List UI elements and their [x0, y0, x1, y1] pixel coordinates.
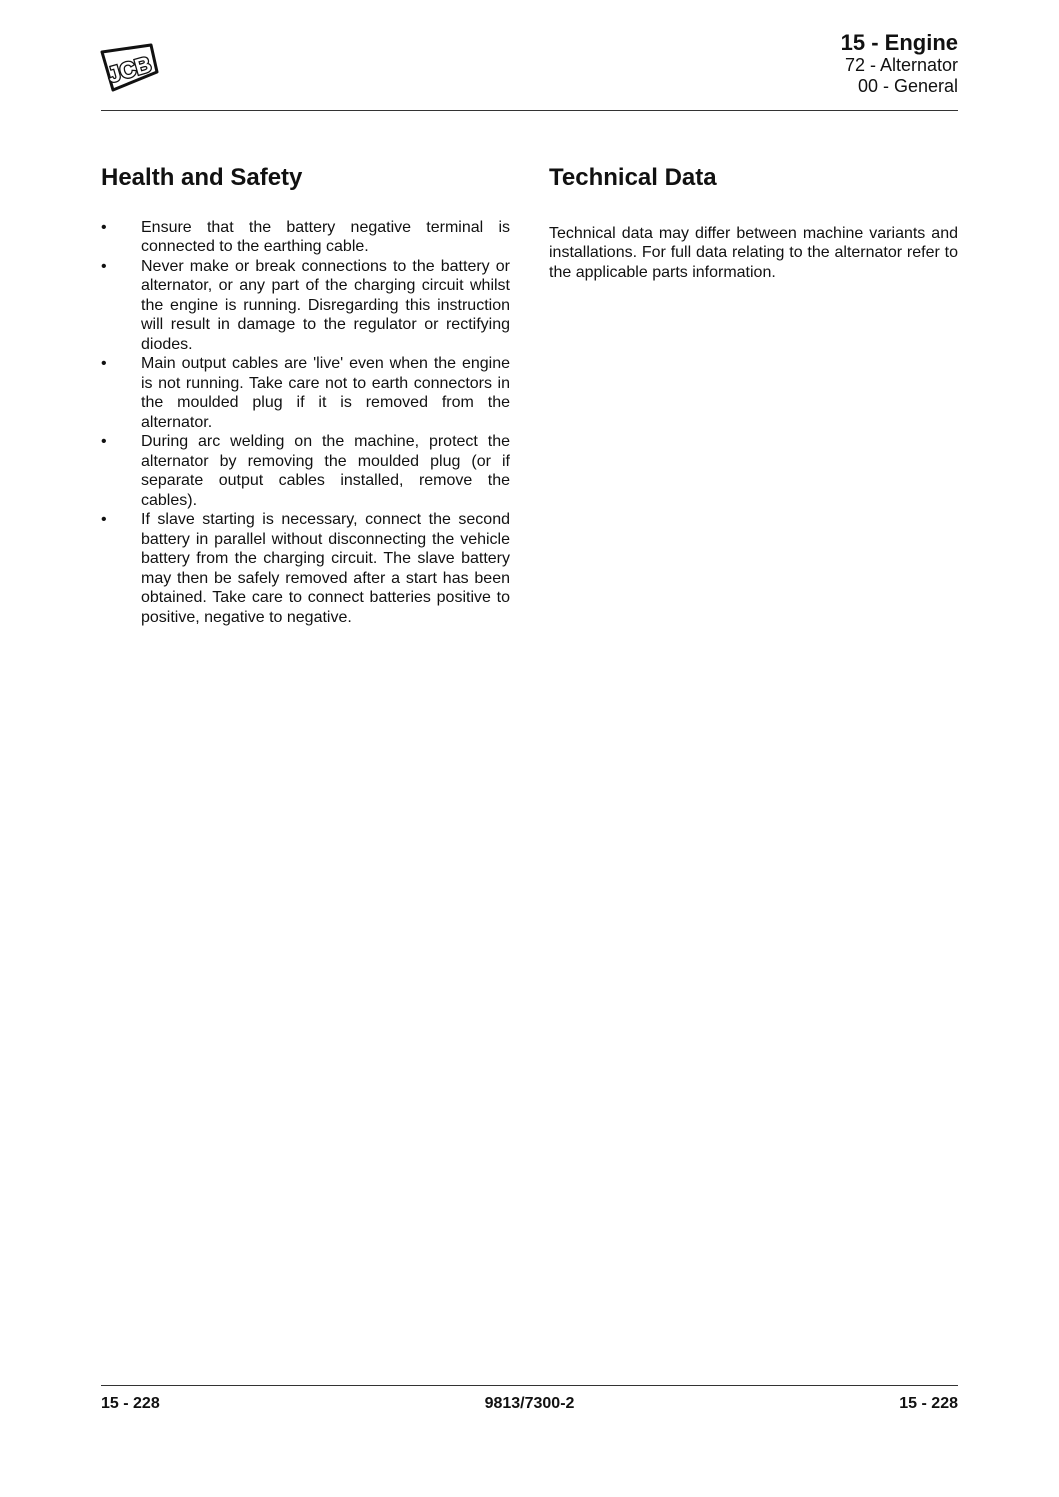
technical-data-heading: Technical Data	[549, 164, 717, 191]
bullet-icon: •	[101, 433, 107, 451]
header-divider	[101, 110, 958, 111]
footer-page-number-right: 15 - 228	[899, 1395, 958, 1412]
list-item-text: If slave starting is necessary, connect the second battery in parallel without disconnecting the vehicle battery from the charging circuit. The slave battery may then be safely removed after a start has been obtained. Take care to connect batteries positive to positive, negative to negative.	[141, 511, 510, 626]
list-item	[101, 432, 510, 510]
list-item	[101, 354, 510, 432]
health-safety-column	[101, 164, 510, 627]
list-item	[101, 510, 510, 627]
list-item	[101, 257, 510, 355]
footer-document-number: 9813/7300-2	[484, 1395, 575, 1412]
section-title: 72 - Alternator	[844, 55, 958, 76]
technical-data-column	[549, 164, 958, 282]
list-item-text: During arc welding on the machine, protect the alternator by removing the moulded plug (or if separate output cables installed, remove the cables).	[141, 433, 510, 509]
list-item-text: Main output cables are 'live' even when the engine is not running. Take care not to earth connectors in the moulded plug if it is removed from the alternator.	[141, 355, 510, 431]
footer-divider	[101, 1385, 958, 1386]
bullet-icon: •	[101, 511, 107, 529]
bullet-icon: •	[101, 257, 107, 275]
svg-text:JCB: JCB	[104, 51, 155, 88]
subsection-title: 00 - General	[857, 75, 958, 96]
list-item-text: Never make or break connections to the battery or alternator, or any part of the charging circuit whilst the engine is running. Disregarding this instruction will result in damage to the regulator or rectifying diodes.	[141, 257, 510, 353]
bullet-icon: •	[101, 218, 107, 236]
bullet-icon: •	[101, 355, 107, 373]
jcb-logo-icon	[99, 42, 159, 94]
list-item-text: Ensure that the battery negative terminal is connected to the earthing cable.	[141, 218, 510, 256]
header-titles	[841, 30, 958, 97]
jcb-logo	[99, 42, 159, 94]
footer-page-number-left: 15 - 228	[101, 1395, 160, 1412]
technical-data-text: Technical data may differ between machine variants and installations. For full data relating to the alternator refer to the applicable parts information.	[549, 224, 958, 281]
chapter-title: 15 - Engine	[840, 30, 958, 55]
list-item	[101, 218, 510, 257]
health-safety-heading: Health and Safety	[101, 164, 303, 191]
safety-list	[101, 218, 510, 628]
